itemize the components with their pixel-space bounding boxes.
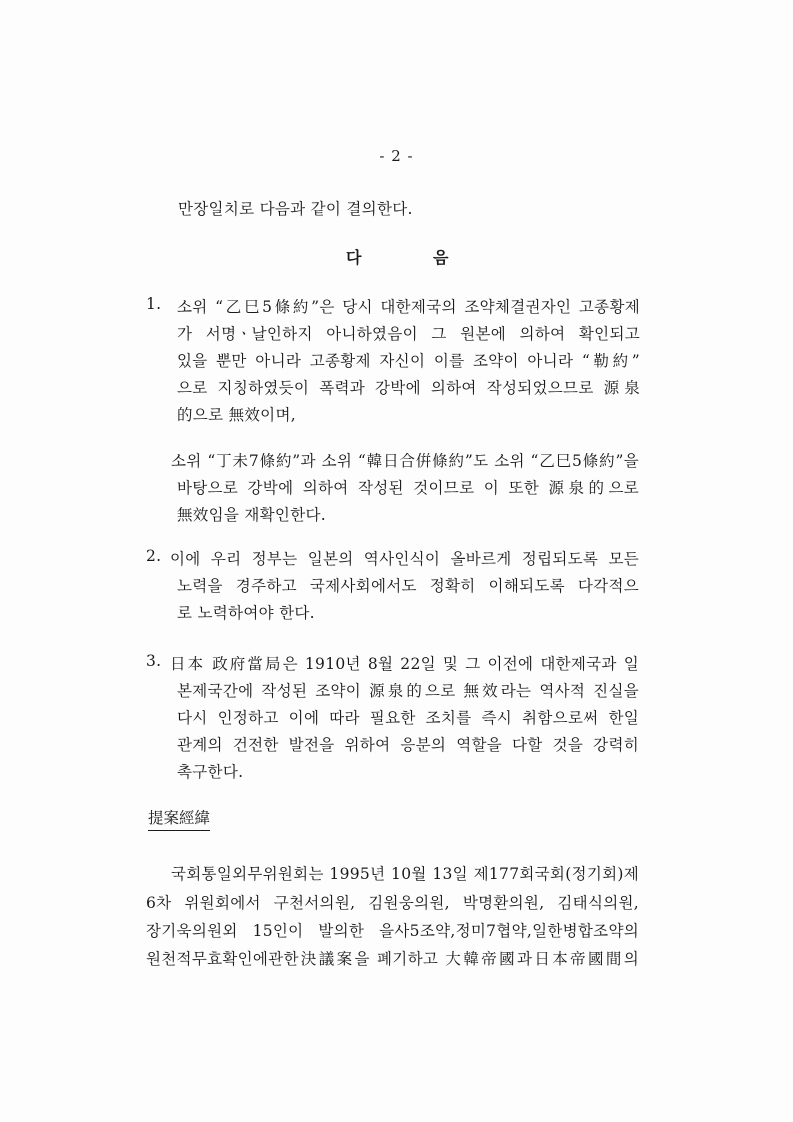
section-body-line: 6차 위원회에서 구천서의원, 김원웅의원, 박명환의원, 김태식의원, (146, 894, 639, 912)
section-title: 提案經緯 (148, 806, 210, 831)
item3-line: 관계의 건전한 발전을 위하여 응분의 역할을 다할 것을 강력히 (177, 736, 639, 754)
item2-marker: 2. (146, 547, 162, 565)
heading-left-char: 다 (346, 248, 362, 267)
heading-right-char: 음 (433, 248, 449, 267)
item3-line: 日本 政府當局은 1910년 8월 22일 및 그 이전에 대한제국과 일 (170, 655, 639, 673)
item1-line: 가 서명ㆍ날인하지 아니하였음이 그 원본에 의하여 확인되고 (177, 325, 640, 343)
item1-line: 있을 뿐만 아니라 고종황제 자신이 이를 조약이 아니라 “勒約” (177, 352, 640, 370)
item1-line: 으로 지칭하였듯이 폭력과 강박에 의하여 작성되었으므로 源泉 (177, 379, 640, 397)
section-body-line: 원천적무효확인에관한決議案을 폐기하고 大韓帝國과日本帝國間의 (146, 950, 639, 968)
item3-line: 촉구한다. (177, 763, 244, 781)
item1b-line: 無效임을 재확인한다. (177, 506, 326, 524)
item2-line: 노력을 경주하고 국제사회에서도 정확히 이해되도록 다각적으 (177, 577, 639, 595)
item3-marker: 3. (146, 652, 162, 670)
intro-text: 만장일치로 다음과 같이 결의한다. (178, 200, 413, 218)
item1-line: 소위 “乙巳5條約”은 당시 대한제국의 조약체결권자인 고종황제 (177, 298, 640, 316)
item1b-line: 바탕으로 강박에 의하여 작성된 것이므로 이 또한 源泉的으로 (177, 479, 639, 497)
item1b-line: 소위 “丁未7條約”과 소위 “韓日合倂條約”도 소위 “乙巳5條約”을 (171, 452, 639, 470)
page-number: - 2 - (379, 147, 414, 165)
section-body-line: 국회통일외무위원회는 1995년 10월 13일 제177회국회(정기회)제 (171, 865, 639, 883)
item1-marker: 1. (146, 295, 162, 313)
item3-line: 다시 인정하고 이에 따라 필요한 조치를 즉시 취함으로써 한일 (177, 709, 639, 727)
item2-line: 로 노력하여야 한다. (177, 604, 315, 622)
item1-line: 的으로 無效이며, (177, 406, 296, 424)
item2-line: 이에 우리 정부는 일본의 역사인식이 올바르게 정립되도록 모든 (170, 550, 639, 568)
item3-line: 본제국간에 작성된 조약이 源泉的으로 無效라는 역사적 진실을 (177, 682, 639, 700)
section-body-line: 장기욱의원외 15인이 발의한 을사5조약,정미7협약,일한병합조약의 (146, 922, 639, 940)
